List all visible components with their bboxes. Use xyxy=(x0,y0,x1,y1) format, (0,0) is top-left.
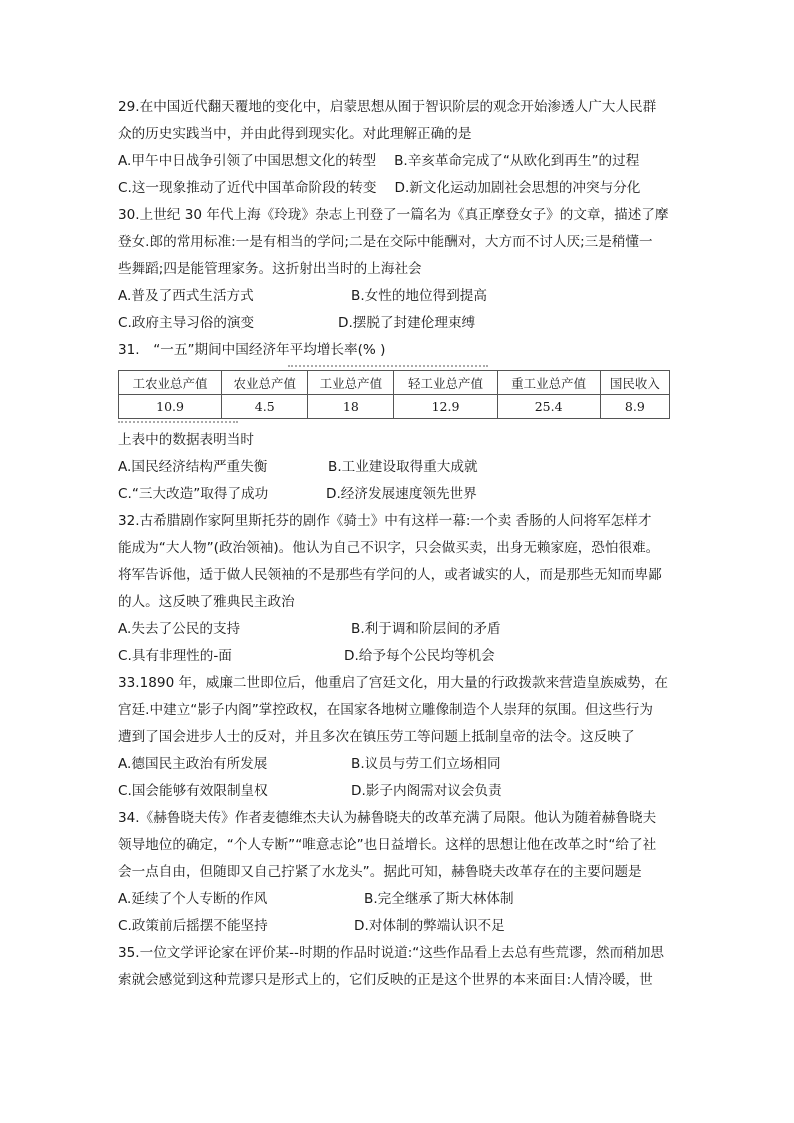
q31-option-a: A.国民经济结构严重失衡 xyxy=(118,459,268,475)
question-29 xyxy=(118,94,678,202)
table-header-cell: 国民收入 xyxy=(600,371,669,395)
table-value-cell: 25.4 xyxy=(497,395,600,419)
q33-option-d: D.影子内阁需对议会负责 xyxy=(351,783,502,799)
table-header-row xyxy=(119,371,670,395)
q30-option-c: C.政府主导习俗的演变 xyxy=(118,315,255,331)
q34-stem-line-3: 会一点自由，但随即又自己拧紧了水龙头”。据此可知，赫鲁晓夫改革存在的主要问题是 xyxy=(118,864,642,880)
question-32 xyxy=(118,508,678,670)
table-value-cell: 8.9 xyxy=(600,395,669,419)
question-list xyxy=(118,94,678,994)
q29-option-a: A.甲午中日战争引领了中国思想文化的转型 xyxy=(118,153,377,169)
q32-stem-line-4: 的人。这反映了雅典民主政治 xyxy=(118,594,295,610)
growth-rate-table xyxy=(118,370,670,419)
q31-after-table: 上表中的数据表明当时 xyxy=(118,432,254,448)
table-header-cell: 轻工业总产值 xyxy=(394,371,497,395)
q34-stem-line-2: 领导地位的确定，“个人专断”“唯意志论”也日益增长。这样的思想让他在改革之时“给了社 xyxy=(118,837,657,853)
q32-option-b: B.利于调和阶层间的矛盾 xyxy=(351,621,501,637)
q31-option-d: D.经济发展速度领先世界 xyxy=(326,486,477,502)
q32-option-a: A.失去了公民的支持 xyxy=(118,621,241,637)
q33-stem-line-2: 宫廷.中建立“影子内阁”掌控政权，在国家各地树立雕像制造个人崇拜的氛围。但这些行为 xyxy=(118,702,653,718)
q32-stem-line-2: 能成为“大人物”(政治领袖)。他认为自己不识字，只会做买卖，出身无赖家庭，恐怕很难。 xyxy=(118,540,660,556)
q29-option-d: D.新文化运动加剧社会思想的冲突与分化 xyxy=(394,180,641,196)
q29-stem-line-1: 29.在中国近代翻天覆地的变化中，启蒙思想从囿于智识阶层的观念开始渗透人广大人民群 xyxy=(118,99,657,115)
q30-option-b: B.女性的地位得到提高 xyxy=(351,288,487,304)
question-30 xyxy=(118,202,678,337)
q29-option-c: C.这一现象推动了近代中国革命阶段的转变 xyxy=(118,180,377,196)
question-33 xyxy=(118,670,678,805)
q32-stem-line-3: 将军告诉他，适于做人民领袖的不是那些有学问的人，或者诚实的人，而是那些无知而卑鄙 xyxy=(118,567,662,583)
q34-option-c: C.政策前后摇摆不能坚持 xyxy=(118,918,268,934)
q29-stem-line-2: 众的历史实践当中，并由此得到现实化。对此理解正确的是 xyxy=(118,126,472,142)
q33-option-b: B.议员与劳工们立场相同 xyxy=(351,756,501,772)
table-value-cell: 12.9 xyxy=(394,395,497,419)
q30-option-d: D.摆脱了封建伦理束缚 xyxy=(338,315,476,331)
growth-rate-table-wrap xyxy=(118,370,674,419)
table-header-cell: 重工业总产值 xyxy=(497,371,600,395)
q35-stem-line-1: 35.一位文学评论家在评价某--时期的作品时说道:“这些作品看上去总有些荒谬，然而稍加思 xyxy=(118,945,665,961)
table-header-cell: 工农业总产值 xyxy=(119,371,222,395)
q33-option-c: C.国会能够有效限制皇权 xyxy=(118,783,268,799)
q32-stem-line-1: 32.古希腊剧作家阿里斯托芬的剧作《骑士》中有这样一幕:一个卖 香肠的人问将军怎样才 xyxy=(118,513,652,529)
q34-option-a: A.延续了个人专断的作风 xyxy=(118,891,268,907)
table-header-cell: 农业总产值 xyxy=(222,371,308,395)
question-31 xyxy=(118,337,678,508)
q31-stem: 31. “一五”期间中国经济年平均增长率(% ) xyxy=(118,342,386,358)
q34-option-b: B.完全继承了斯大林体制 xyxy=(364,891,514,907)
q29-option-b: B.辛亥革命完成了“从欧化到再生”的过程 xyxy=(394,153,640,169)
question-34 xyxy=(118,805,678,940)
q34-stem-line-1: 34.《赫鲁晓夫传》作者麦德维杰夫认为赫鲁晓夫的改革充满了局限。他认为随着赫鲁晓夫 xyxy=(118,810,657,826)
q30-stem-line-2: 登女.郎的常用标准:一是有相当的学问;二是在交际中能酬对，大方而不讨人厌;三是稍懂一 xyxy=(118,234,653,250)
q30-stem-line-1: 30.上世纪 30 年代上海《玲珑》杂志上刊登了一篇名为《真正摩登女子》的文章，描述了摩 xyxy=(118,207,669,223)
table-value-cell: 10.9 xyxy=(119,395,222,419)
q33-stem-line-3: 遭到了国会进步人士的反对，并且多次在镇压劳工等问题上抵制皇帝的法令。这反映了 xyxy=(118,729,635,745)
table-value-row xyxy=(119,395,670,419)
table-value-cell: 18 xyxy=(308,395,394,419)
q32-option-d: D.给予每个公民均等机会 xyxy=(344,648,495,664)
table-value-cell: 4.5 xyxy=(222,395,308,419)
table-header-cell: 工业总产值 xyxy=(308,371,394,395)
q30-option-a: A.普及了西式生活方式 xyxy=(118,288,254,304)
q32-option-c: C.具有非理性的-面 xyxy=(118,648,232,664)
q34-option-d: D.对体制的弊端认识不足 xyxy=(354,918,505,934)
q33-stem-line-1: 33.1890 年，威廉二世即位后，他重启了宫廷文化，用大量的行政拨款来营造皇族威势，在 xyxy=(118,675,668,691)
question-35 xyxy=(118,940,678,994)
q33-option-a: A.德国民主政治有所发展 xyxy=(118,756,268,772)
q31-option-c: C.“三大改造”取得了成功 xyxy=(118,486,269,502)
q35-stem-line-2: 索就会感觉到这种荒谬只是形式上的，它们反映的正是这个世界的本来面目:人情冷暖，世 xyxy=(118,972,653,988)
q30-stem-line-3: 些舞蹈;四是能管理家务。这折射出当时的上海社会 xyxy=(118,261,422,277)
q31-option-b: B.工业建设取得重大成就 xyxy=(328,459,478,475)
